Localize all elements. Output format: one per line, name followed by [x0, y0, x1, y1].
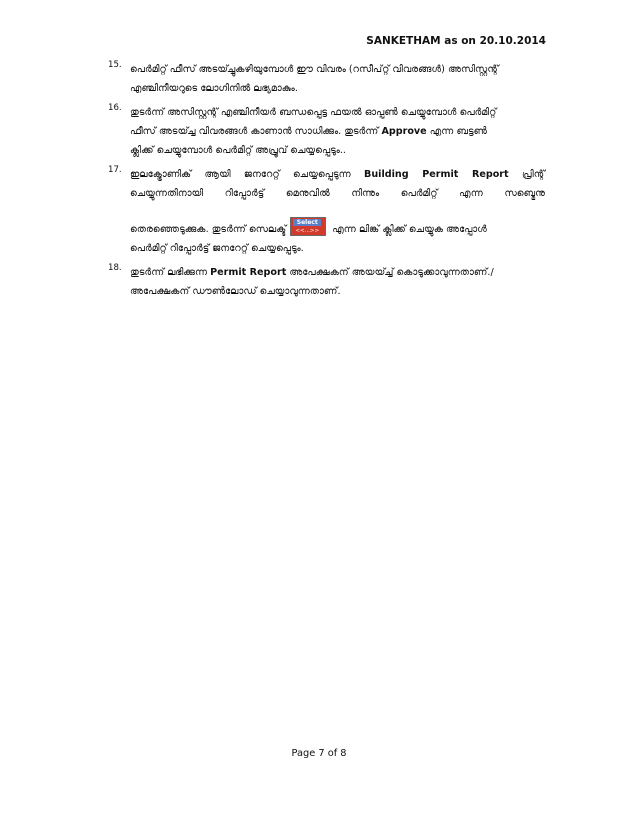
item-text-line: ക്ലിക്ക് ചെയ്യുമ്പോൾ പെർമിറ്റ് അപ്രൂവ് ചെയ്യപ്പെടും..: [130, 145, 346, 156]
text-segment: അപേക്ഷകന് അയയ്ച്ച് കൊടുക്കാവുന്നതാണ്./: [289, 267, 494, 278]
spacer: [130, 203, 545, 217]
select-button-image: [290, 217, 326, 236]
item-text-line: [130, 122, 545, 141]
document-body: [108, 60, 545, 306]
text-segment: ഫീസ് അടയ്ച്ച വിവരങ്ങൾ കാണാൻ സാധിക്കും. തുടർന്ന്: [130, 126, 379, 137]
building-permit-report-keyword: Building Permit Report: [364, 169, 509, 180]
list-item-17: [108, 165, 545, 258]
item-text-line: എഞ്ചിനീയറുടെ ലോഗിനിൽ ലഭ്യമാകും.: [130, 83, 298, 94]
text-segment: തുടർന്ന് ലഭിക്കുന്ന: [130, 267, 208, 278]
list-item-18: [108, 263, 545, 301]
item-number: 16.: [108, 103, 122, 113]
select-button-label: Select: [293, 219, 321, 226]
list-item-16: [108, 103, 545, 160]
item-text-line: പെർമിറ്റ് ഫീസ് അടയ്ച്ചുകഴിയുമ്പോൾ ഈ വിവരം (റസീപ്റ്റ് വിവരങ്ങൾ) അസിസ്റ്റന്റ്: [130, 64, 499, 75]
item-text-line: ചെയ്യുന്നതിനായി റിപ്പോർട്ട് മെനുവിൽ നിന്നും പെർമിറ്റ് എന്ന സബ്മെനു: [130, 188, 545, 199]
item-text-line: അപേക്ഷകന് ഡൗൺലോഡ് ചെയ്യാവുന്നതാണ്.: [130, 286, 341, 297]
item-number: 17.: [108, 165, 122, 175]
text-segment: എന്ന ലിങ്ക് ക്ലിക്ക് ചെയ്യുക അപ്പോൾ: [332, 224, 487, 235]
text-segment: തെരഞ്ഞെടുക്കുക. തുടർന്ന് സെലക്ട്: [130, 224, 287, 235]
item-text-line: [130, 165, 545, 184]
item-text-line: തുടർന്ന് അസിസ്റ്റന്റ് എഞ്ചിനീയർ ബന്ധപ്പെട്ട ഫയൽ ഓപ്പൺ ചെയ്യുമ്പോൾ പെർമിറ്റ്: [130, 107, 497, 118]
page-footer: Page 7 of 8: [291, 748, 347, 759]
item-number: 18.: [108, 263, 122, 273]
select-button-arrows: <<...>>: [295, 228, 320, 234]
item-text-line: പെർമിറ്റ് റിപ്പോർട്ട് ജനറേറ്റ് ചെയ്യപ്പെടും.: [130, 243, 304, 254]
document-header: SANKETHAM as on 20.10.2014: [366, 35, 546, 47]
approve-keyword: Approve: [381, 126, 427, 137]
permit-report-keyword: Permit Report: [210, 267, 287, 278]
text-segment: പ്രിന്റ്: [521, 169, 545, 180]
item-text-line: [130, 217, 545, 239]
item-text-line: [130, 263, 545, 282]
text-segment: എന്ന ബട്ടൺ: [429, 126, 488, 137]
text-segment: ഇലക്ട്രോണിക് ആയി ജനറേറ്റ് ചെയ്യപ്പെടുന്ന: [130, 169, 351, 180]
list-item-15: [108, 60, 545, 98]
item-number: 15.: [108, 60, 122, 70]
